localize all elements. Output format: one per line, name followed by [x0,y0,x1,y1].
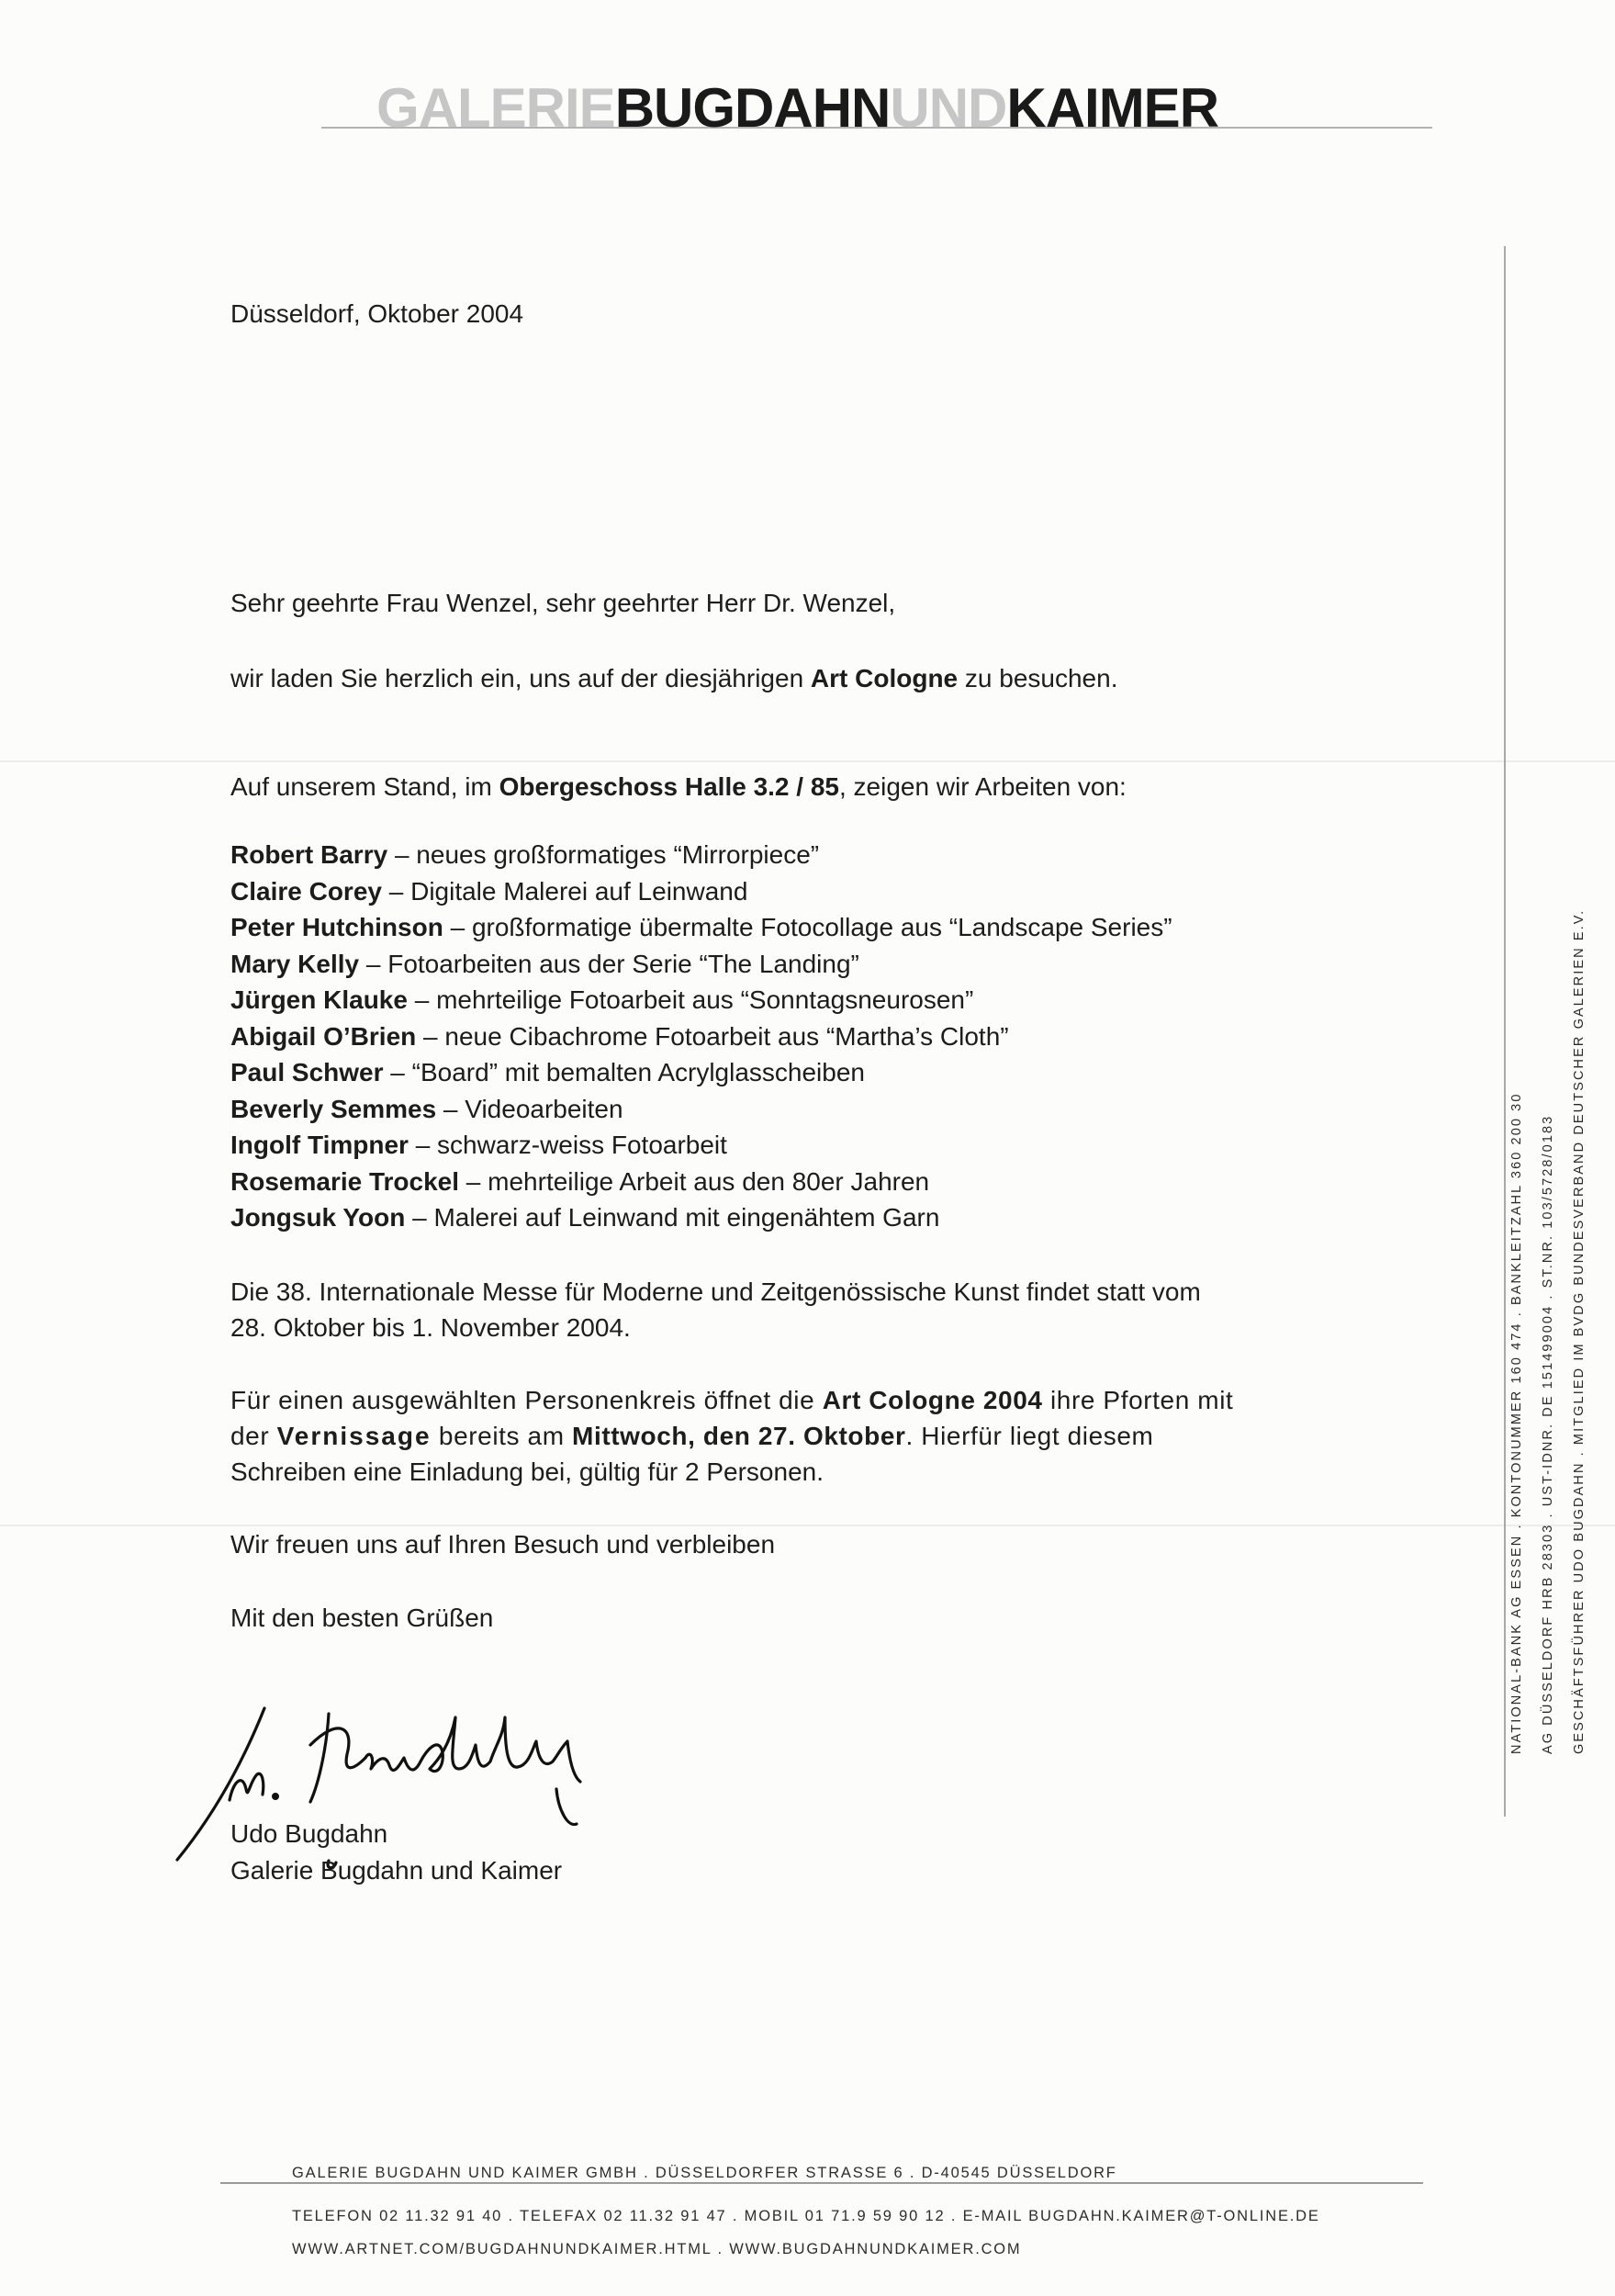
imprint-bank: NATIONAL-BANK AG ESSEN . KONTONUMMER 160 474 . BANKLEITZAHL 360 200 30 [1509,1092,1524,1754]
invitation-line-3: Schreiben eine Einladung bei, gültig für 2 Personen. [230,1458,824,1486]
list-item [230,1054,1172,1091]
list-item [230,909,1172,946]
list-item [230,946,1172,983]
list-item [230,1091,1172,1128]
letter-date: Düsseldorf, Oktober 2004 [230,299,524,328]
artist-name: Rosemarie Trockel [230,1166,460,1196]
artist-work: – Malerei auf Leinwand mit eingenähtem Garn [405,1203,940,1232]
invitation-line-2 [230,1418,1233,1454]
sender-name: Udo Bugdahn [230,1819,388,1848]
artist-work: – mehrteilige Fotoarbeit aus “Sonntagsneurosen” [407,985,974,1014]
list-item [230,837,1172,873]
closing-line: Wir freuen uns auf Ihren Besuch und verbleiben [230,1530,776,1559]
artist-name: Peter Hutchinson [230,913,443,941]
intro-text: wir laden Sie herzlich ein, uns auf der diesjährigen [230,664,811,692]
invitation-line-1 [230,1382,1233,1418]
inv-text-h: . Hierfür liegt diesem [905,1422,1154,1450]
footer-address: GALERIE BUGDAHN UND KAIMER GMBH . DÜSSELDORFER STRASSE 6 . D-40545 DÜSSELDORF [292,2165,1117,2181]
artist-name: Robert Barry [230,840,388,869]
inv-text-d: der [230,1422,277,1450]
artist-name: Claire Corey [230,876,382,906]
intro-end: zu besuchen. [958,664,1118,692]
stand-end: , zeigen wir Arbeiten von: [839,772,1127,801]
fair-paragraph [230,1274,1201,1345]
artist-name: Jürgen Klauke [230,985,408,1014]
artist-work: – Fotoarbeiten aus der Serie “The Landing” [359,949,859,978]
salutation: Sehr geehrte Frau Wenzel, sehr geehrter Herr Dr. Wenzel, [230,589,896,617]
stand-paragraph [230,769,1127,805]
inv-text-f: bereits am [431,1422,573,1450]
artist-work: – neue Cibachrome Fotoarbeit aus “Martha’s Cloth” [416,1021,1009,1051]
footer-contact: TELEFON 02 11.32 91 40 . TELEFAX 02 11.32 91 47 . MOBIL 01 71.9 59 90 12 . E-MAIL BUGDAHN.KAIMER@T-ONLINE.DE [292,2208,1320,2224]
artist-name: Paul Schwer [230,1058,384,1086]
fair-line-1: Die 38. Internationale Messe für Moderne und Zeitgenössische Kunst findet statt vom [230,1277,1201,1306]
list-item [230,1019,1172,1055]
artist-work: – mehrteilige Arbeit aus den 80er Jahren [459,1166,930,1196]
intro-paragraph [230,660,1117,697]
stand-location: Obergeschoss Halle 3.2 / 85 [499,772,839,801]
intro-fair: Art Cologne [810,664,959,692]
inv-vernissage: Vernissage [276,1422,432,1450]
inv-fair-name: Art Cologne 2004 [822,1386,1043,1414]
inv-text-c: ihre Pforten mit [1042,1386,1234,1414]
list-item [230,982,1172,1019]
logo-kaimer: KAIMER [1006,77,1219,139]
logo-und: UND [890,77,1007,139]
artist-work: – Videoarbeiten [436,1094,623,1123]
imprint-manager: GESCHÄFTSFÜHRER UDO BUGDAHN . MITGLIED IM BVDG BUNDESVERBAND DEUTSCHER GALERIEN E.V. [1572,908,1587,1754]
artist-list [230,837,1172,1236]
regards-line: Mit den besten Grüßen [230,1604,494,1632]
fair-line-2: 28. Oktober bis 1. November 2004. [230,1313,631,1342]
footer-web: WWW.ARTNET.COM/BUGDAHNUNDKAIMER.HTML . WWW.BUGDAHNUNDKAIMER.COM [292,2241,1022,2257]
sender-organisation: Galerie Bugdahn und Kaimer [230,1856,563,1885]
artist-work: – großformatige übermalte Fotocollage aus “Landscape Series” [443,913,1172,941]
artist-name: Abigail O’Brien [230,1021,417,1051]
artist-name: Jongsuk Yoon [230,1203,406,1232]
list-item [230,873,1172,910]
logo-bugdahn: BUGDAHN [614,77,891,139]
list-item [230,1164,1172,1200]
artist-work: – Digitale Malerei auf Leinwand [381,876,748,906]
invitation-paragraph [230,1382,1233,1490]
list-item [230,1199,1172,1236]
stand-text: Auf unserem Stand, im [230,772,499,801]
imprint-register: AG DÜSSELDORF HRB 28303 . UST-IDNR. DE 151499004 . ST.NR. 103/5728/0183 [1541,1114,1555,1754]
sender-block [230,1816,562,1889]
artist-name: Ingolf Timpner [230,1131,409,1159]
gallery-logo [376,77,1219,139]
artist-name: Mary Kelly [230,949,360,978]
footer-rule [220,2182,1423,2184]
artist-work: – “Board” mit bemalten Acrylglasscheiben [383,1058,865,1086]
inv-text-a: Für einen ausgewählten Personenkreis öffnet die [230,1386,823,1414]
artist-name: Beverly Semmes [230,1094,437,1123]
list-item [230,1127,1172,1164]
imprint-block [1501,790,1595,1754]
artist-work: – schwarz-weiss Fotoarbeit [408,1131,727,1159]
artist-work: – neues großformatiges “Mirrorpiece” [387,840,820,869]
inv-date: Mittwoch, den 27. Oktober [572,1422,906,1450]
paper-fold-upper [0,760,1615,762]
logo-galerie: GALERIE [376,77,615,139]
